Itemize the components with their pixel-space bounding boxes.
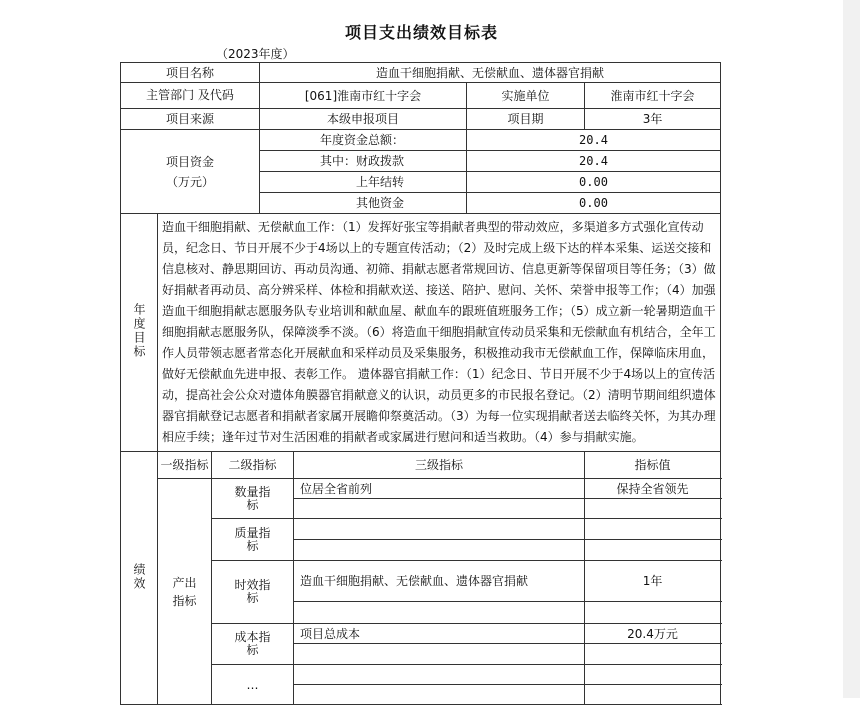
- timeliness-empty-value: [585, 602, 721, 624]
- performance-label: [121, 452, 158, 705]
- timeliness-item: 造血干细胞捐献、无偿献血、遗体器官捐献: [294, 561, 585, 602]
- vertical-scrollbar[interactable]: [843, 0, 860, 698]
- funds-label: [121, 130, 260, 214]
- header-level1: 一级指标: [158, 452, 212, 479]
- quality-indicator-text: 质量指标: [234, 525, 271, 553]
- funds-carryover-value: 0.00: [467, 172, 721, 193]
- quality-indicator-label: [212, 519, 294, 561]
- funds-other-value: 0.00: [467, 193, 721, 214]
- quality-empty-item-1: [294, 519, 585, 540]
- header-level3: 三级指标: [294, 452, 585, 479]
- annual-goal-label: [121, 214, 158, 452]
- other-empty-value: [585, 665, 721, 685]
- other-empty-value-2: [585, 685, 721, 705]
- quantity-item: 位居全省前列: [294, 479, 585, 499]
- cost-indicator-text: 成本指标: [234, 630, 271, 657]
- other-empty-item: [294, 665, 585, 685]
- output-indicator-text: 产出指标: [172, 575, 197, 608]
- funds-label-unit: （万元）: [165, 174, 214, 189]
- funds-carryover-label: 上年结转: [260, 172, 467, 193]
- quantity-indicator-label: [212, 479, 294, 519]
- header-level2: 二级指标: [212, 452, 294, 479]
- source-label: 项目来源: [121, 109, 260, 130]
- quantity-value: 保持全省领先: [585, 479, 721, 499]
- cost-empty-item: [294, 644, 585, 665]
- funds-label-main: 项目资金: [165, 154, 214, 169]
- dept-value: [061]淮南市红十字会: [260, 83, 467, 109]
- other-empty-item-2: [294, 685, 585, 705]
- annual-goal-label-text: 年度目标: [132, 303, 146, 359]
- quality-empty-value-2: [585, 540, 721, 561]
- timeliness-empty-item: [294, 602, 585, 624]
- quantity-indicator-text: 数量指标: [234, 484, 271, 512]
- timeliness-indicator-label: [212, 561, 294, 624]
- impl-value: 淮南市红十字会: [585, 83, 721, 109]
- funds-total-value: 20.4: [467, 130, 721, 151]
- funds-fiscal-label: 其中：财政拨款: [260, 151, 467, 172]
- funds-fiscal-value: 20.4: [467, 151, 721, 172]
- quantity-empty-item: [294, 499, 585, 519]
- timeliness-value: 1年: [585, 561, 721, 602]
- year-label: （2023年度）: [216, 47, 295, 61]
- period-label: 项目期: [467, 109, 585, 130]
- dept-label: 主管部门 及代码: [121, 83, 260, 109]
- cost-empty-value: [585, 644, 721, 665]
- source-value: 本级申报项目: [260, 109, 467, 130]
- project-name-value: 造血干细胞捐献、无偿献血、遗体器官捐献: [260, 63, 721, 83]
- performance-label-text: 绩效: [132, 562, 146, 591]
- funds-other-label: 其他资金: [260, 193, 467, 214]
- other-indicator-ellipsis: …: [212, 665, 294, 705]
- page-title: 项目支出绩效目标表: [344, 23, 498, 42]
- project-name-label: 项目名称: [121, 63, 260, 83]
- period-value: 3年: [585, 109, 721, 130]
- cost-value: 20.4万元: [585, 624, 721, 644]
- timeliness-indicator-text: 时效指标: [234, 578, 271, 605]
- funds-total-label: 年度资金总额：: [260, 130, 467, 151]
- quality-empty-item-2: [294, 540, 585, 561]
- output-indicator-label: [158, 479, 212, 705]
- header-value: 指标值: [585, 452, 721, 479]
- cost-indicator-label: [212, 624, 294, 665]
- quantity-empty-value: [585, 499, 721, 519]
- quality-empty-value-1: [585, 519, 721, 540]
- cost-item: 项目总成本: [294, 624, 585, 644]
- performance-table: [120, 62, 721, 705]
- impl-label: 实施单位: [467, 83, 585, 109]
- annual-goal-text: 造血干细胞捐献、无偿献血工作：（1）发挥好张宝等捐献者典型的带动效应，多渠道多方式强化宣传动员，纪念日、节日开展不少于4场以上的专题宣传活动；（2）及时完成上级下达的样本采集、运送交接和信息核对、静思期回访、再动员沟通、初筛、捐献志愿者常规回访、信息更新等保留项目等任务；（3）做好捐献者再动员、高分辨采样、体检和捐献欢送、接送、陪护、慰问、关怀、荣誉申报等工作；（4）加强造血干细胞捐献志愿服务队专业培训和献血屋、献血车的跟班值班服务工作；（5）成立新一轮暑期造血干细胞捐献志愿服务队，保障淡季不淡。（6）将造血干细胞捐献宣传动员采集和无偿献血有机结合，全年工作人员带领志愿者常态化开展献血和采样动员及采集服务，积极推动我市无偿献血工作，保障临床用血，做好无偿献血先进申报、表彰工作。 遗体器官捐献工作：（1）纪念日、节日开展不少于4场以上的宣传活动，提高社会公众对遗体角膜器官捐献意义的认识，动员更多的市民报名登记。（2）清明节期间组织遗体器官捐献登记志愿者和捐献者家属开展瞻仰祭奠活动。（3）为每一位实现捐献者送去临终关怀，为其办理相应手续；逢年过节对生活困难的捐献者或家属进行慰问和适当救助。（4）参与捐献实施。: [158, 214, 721, 452]
